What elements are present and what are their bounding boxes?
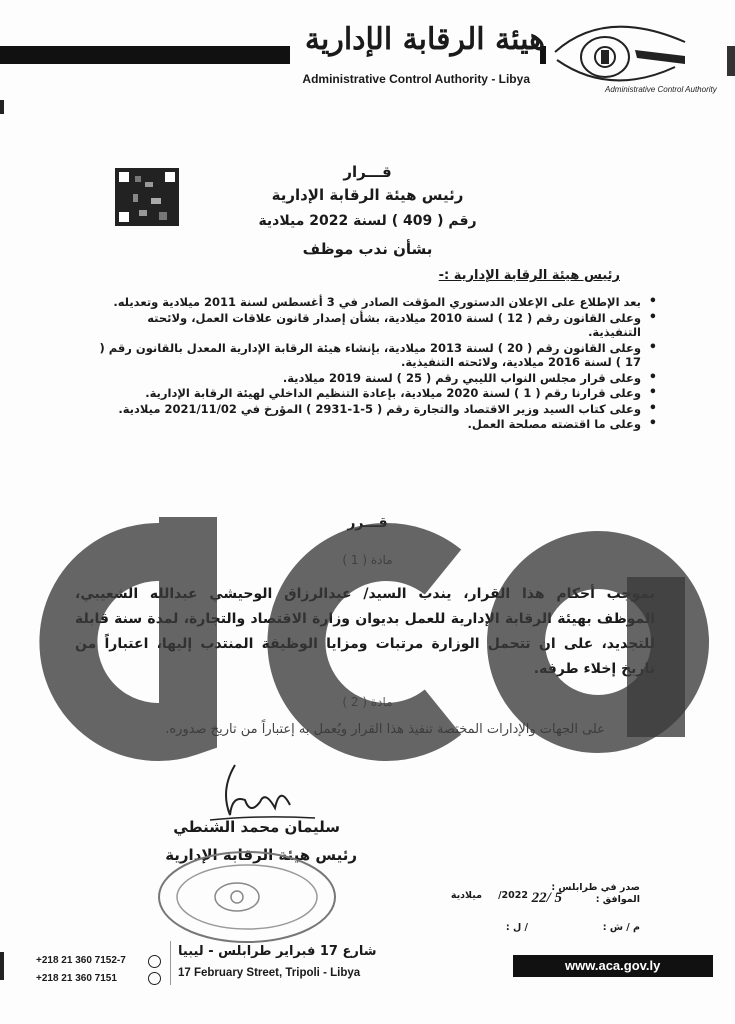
article-1-text: بموجب أحكام هذا القرار، يندب السيد/ عبدالرزاق الوحيشي عبدالله الشعيبي، الموظف بهيئة الرقابة الإدارية للعمل بديوان وزارة الاقتصاد والتجارة، لمدة سنة قابلة للتجديد، على ان تتحمل الوزارة مرتبات ومزايا الوظيفة المنتدب إليها، اعتباراً من تاريخ إخلاء طرفه. [75, 586, 655, 677]
issued-in-label: صدر في طرابلس : [551, 882, 640, 893]
signatory-name: سليمان محمد الشنطي [173, 818, 340, 836]
page-edge-mark [0, 100, 4, 114]
fax-number: +218 21 360 7151 [36, 973, 117, 984]
authority-emblem [545, 12, 717, 102]
signatory-title: رئيس هيئة الرقابة الإدارية [165, 846, 357, 864]
logo-arabic: هيئة الرقابة الإدارية [304, 22, 545, 57]
preamble-item: • وعلى قرارنا رقم ( 1 ) لسنة 2020 ميلادية، بإعادة التنظيم الداخلي لهيئة الرقابة الإدارية. [97, 386, 657, 401]
website-link[interactable]: www.aca.gov.ly [565, 958, 661, 973]
preamble-item: • بعد الإطلاع على الإعلان الدستوري المؤقت الصادر في 3 أغسطس لسنة 2011 ميلادية وتعديله. [97, 295, 657, 310]
issue-year: 2022/ [498, 890, 528, 901]
gregorian-label: ميلادية [450, 890, 482, 901]
decision-subject: بشأن ندب موظف [302, 240, 433, 258]
issue-info [440, 862, 640, 942]
phone-number: +218 21 360 7152-7 [36, 955, 126, 966]
decision-title: قـــرار [343, 163, 392, 181]
corresponding-label: الموافق : [595, 894, 640, 905]
reference-label: م / ش : [602, 922, 640, 933]
logo-english: Administrative Control Authority - Libya [302, 72, 530, 86]
preamble-heading: رئيس هيئة الرقابة الإدارية :- [438, 268, 620, 283]
fax-icon [148, 972, 161, 985]
preamble-item: • وعلى قرار مجلس النواب الليبي رقم ( 25 ) لسنة 2019 ميلادية. [97, 371, 657, 386]
preamble-item: • وعلى القانون رقم ( 20 ) لسنة 2013 ميلادية، بإنشاء هيئة الرقابة الإدارية المعدل بالقانون رقم ( 17 ) لسنة 2016 ميلادية، ولائحته التنفيذية. [97, 341, 657, 370]
decision-heading: قـــرر [347, 515, 388, 531]
handwritten-date: 5 /22 [531, 890, 562, 906]
preamble-item: • وعلى كتاب السيد وزير الاقتصاد والتجارة رقم ( 5-1-2931 ) المؤرخ في 2021/11/02 ميلادية. [97, 402, 657, 417]
emblem-text: Administrative Control Authority [605, 85, 717, 94]
page-edge-mark-bottom [0, 952, 4, 980]
preamble-list [97, 295, 657, 433]
article-1-label: مادة ( 1 ) [342, 553, 393, 567]
issuer-title: رئيس هيئة الرقابة الإدارية [271, 186, 464, 204]
header-bar-left [0, 46, 290, 64]
decision-number: رقم ( 409 ) لسنة 2022 ميلادية [258, 213, 477, 229]
footer-divider [170, 941, 171, 985]
official-stamp [152, 842, 342, 947]
watermark-text: ACA [38, 497, 41, 498]
reference-label-2: / ل : [505, 922, 528, 933]
phone-icon [148, 955, 161, 968]
header-bar-right [727, 46, 735, 76]
preamble-item: • وعلى القانون رقم ( 12 ) لسنة 2010 ميلادية، بشأن إصدار قانون علاقات العمل، ولائحته التنفيذية. [97, 311, 657, 340]
address-arabic: شارع 17 فبراير طرابلس - ليبيا [178, 944, 377, 959]
article-2-label: مادة ( 2 ) [342, 695, 393, 709]
preamble-item: • وعلى ما اقتضته مصلحة العمل. [97, 417, 657, 432]
article-2-text: على الجهات والإدارات المختصة تنفيذ هذا القرار ويُعمل به إعتباراً من تاريخ صدوره. [165, 722, 605, 737]
address-english: 17 February Street, Tripoli - Libya [178, 967, 361, 979]
